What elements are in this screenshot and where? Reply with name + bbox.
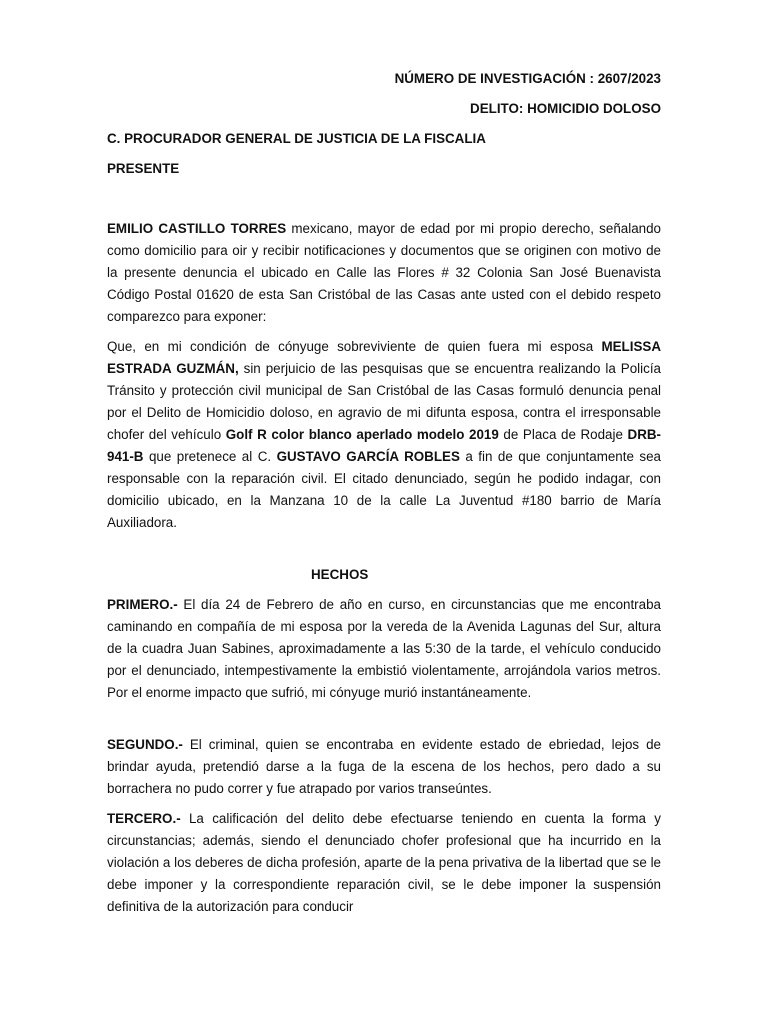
hechos-heading: HECHOS [311, 567, 369, 582]
primero-paragraph [107, 594, 661, 704]
primero-text: El día 24 de Febrero de año en curso, en circunstancias que me encontraba caminando en compañía de mi esposa por la vereda de la Avenida Lagunas del Sur, altura de la cuadra Juan Sabines, aproximadamente a las 5:30 de la tarde, el vehículo conducido por el denunciado, intempestivamente la embistió violentamente, arrojándola varios metros. Por el enorme impacto que sufrió, mi cónyuge murió instantáneamente. [107, 597, 661, 700]
license-plate: DRB-941-B [107, 427, 662, 464]
tercero-label: TERCERO.- [107, 811, 181, 826]
vehicle-description: Golf R color blanco aperlado modelo 2019 [225, 427, 499, 442]
segundo-paragraph [107, 734, 661, 800]
que-text-4: que pretenece al C. [143, 449, 277, 464]
que-text-5: a fin de que conjuntamente sea responsable con la reparación civil. El citado denunciado, según he podido indagar, con domicilio ubicado, en la Manzana 10 de la calle La Juventud #180 barrio de María Auxiliadora. [107, 449, 661, 530]
presente-heading: PRESENTE [107, 161, 180, 176]
que-text-1: Que, en mi condición de cónyuge sobreviviente de quien fuera mi esposa [107, 339, 602, 354]
addressee: C. PROCURADOR GENERAL DE JUSTICIA DE LA FISCALIA [107, 131, 486, 146]
que-text-3: de Placa de Rodaje [498, 427, 628, 442]
segundo-label: SEGUNDO.- [107, 737, 183, 752]
segundo-text: El criminal, quien se encontraba en evidente estado de ebriedad, lejos de brindar ayuda, pretendió darse a la fuga de la escena de los hechos, pero dado a su borrachera no pudo correr y fue atrapado por varios transeúntes. [107, 737, 661, 796]
tercero-paragraph [107, 808, 661, 918]
que-text-2: sin perjuicio de las pesquisas que se encuentra realizando la Policía Tránsito y protección civil municipal de San Cristóbal de las Casas formuló denuncia penal por el Delito de Homicidio doloso, en agravio de mi difunta esposa, contra el irresponsable chofer del vehículo [107, 361, 661, 442]
que-paragraph [107, 336, 661, 534]
investigation-number: NÚMERO DE INVESTIGACIÓN : 2607/2023 [394, 71, 661, 86]
intro-text: mexicano, mayor de edad por mi propio derecho, señalando como domicilio para oir y recibir notificaciones y documentos que se originen con motivo de la presente denuncia el ubicado en Calle las Flores # 32 Colonia San José Buenavista Código Postal 01620 de esta San Cristóbal de las Casas ante usted con el debido respeto comparezco para exponer: [107, 221, 661, 324]
tercero-text: La calificación del delito debe efectuarse teniendo en cuenta la forma y circunstancias; además, siendo el denunciado chofer profesional que ha incurrido en la violación a los deberes de dicha profesión, aparte de la pena privativa de la libertad que se le debe imponer y la correspondiente reparación civil, se le debe imponer la suspensión definitiva de la autorización para conducir [107, 811, 661, 914]
intro-paragraph [107, 218, 661, 328]
primero-label: PRIMERO.- [107, 597, 178, 612]
owner-name: GUSTAVO GARCÍA ROBLES [276, 449, 460, 464]
victim-name: MELISSA ESTRADA GUZMÁN, [107, 339, 661, 376]
crime-type: DELITO: HOMICIDIO DOLOSO [470, 101, 661, 116]
complainant-name: EMILIO CASTILLO TORRES [107, 221, 287, 236]
